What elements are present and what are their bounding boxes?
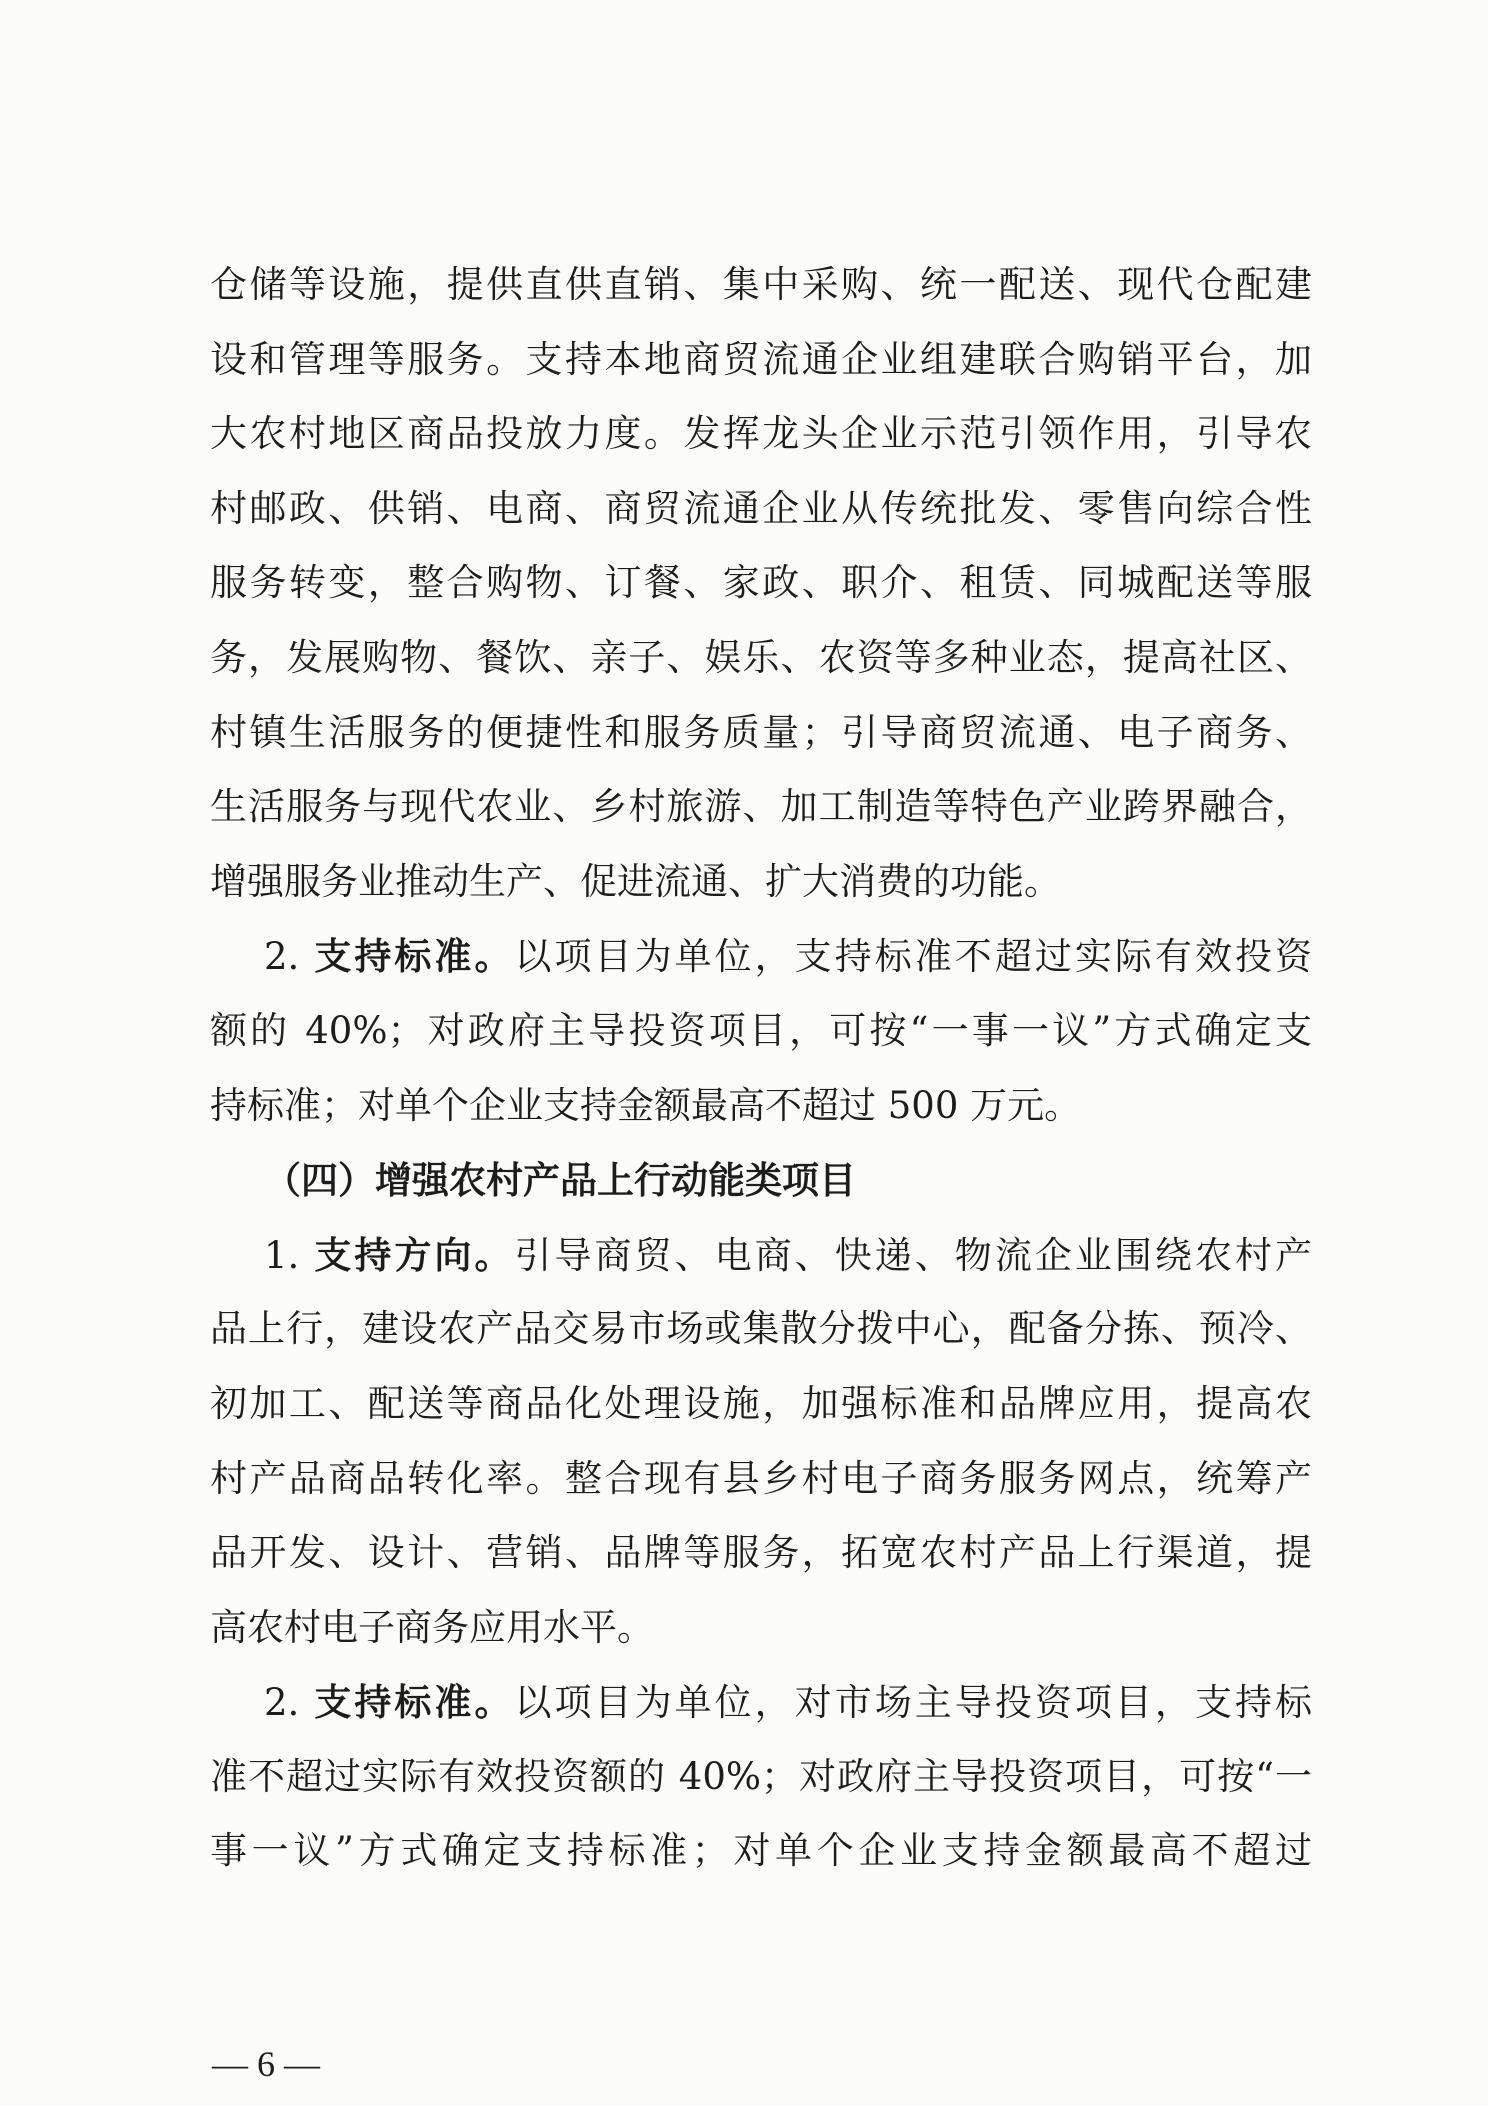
page-number: — 6 — xyxy=(212,2044,320,2084)
support-standard-first-line xyxy=(210,1665,1312,1740)
support-direction-first-line xyxy=(210,1218,1312,1293)
item-text: 以项目为单位，支持标准不超过实际有效投资 xyxy=(514,935,1313,979)
body-line: 村镇生活服务的便捷性和服务质量；引导商贸流通、电子商务、 xyxy=(210,710,1312,754)
body-line: 设和管理等服务。支持本地商贸流通企业组建联合购销平台，加 xyxy=(210,337,1312,381)
body-line: 事一议”方式确定支持标准；对单个企业支持金额最高不超过 xyxy=(210,1829,1312,1873)
item-number: 2. xyxy=(264,935,300,979)
body-line: 仓储等设施，提供直供直销、集中采购、统一配送、现代仓配建 xyxy=(210,263,1312,306)
support-standard-first-line xyxy=(210,919,1312,994)
body-line: 额的 40%；对政府主导投资项目，可按“一事一议”方式确定支 xyxy=(210,1008,1312,1052)
body-line: 大农村地区商品投放力度。发挥龙头企业示范引领作用，引导农 xyxy=(210,412,1312,456)
body-line: 增强服务业推动生产、促进流通、扩大消费的功能。 xyxy=(210,859,1061,903)
item-text: 引导商贸、电商、快递、物流企业围绕农村产 xyxy=(514,1233,1313,1277)
body-line: 生活服务与现代农业、乡村旅游、加工制造等特色产业跨界融合， xyxy=(210,785,1312,829)
body-line: 初加工、配送等商品化处理设施，加强标准和品牌应用，提高农 xyxy=(210,1381,1312,1425)
body-line: 品上行，建设农产品交易市场或集散分拨中心，配备分拣、预冷、 xyxy=(210,1307,1312,1351)
section-heading: （四）增强农村产品上行动能类项目 xyxy=(264,1158,856,1203)
body-line: 服务转变，整合购物、订餐、家政、职介、租赁、同城配送等服 xyxy=(210,561,1312,605)
item-number: 2. xyxy=(264,1681,300,1725)
body-line: 持标准；对单个企业支持金额最高不超过 500 万元。 xyxy=(210,1083,1082,1127)
item-label: 支持标准。 xyxy=(311,934,515,979)
document-body xyxy=(210,248,1312,1889)
item-text: 以项目为单位，对市场主导投资项目，支持标 xyxy=(514,1681,1313,1725)
body-line: 品开发、设计、营销、品牌等服务，拓宽农村产品上行渠道，提 xyxy=(210,1531,1312,1575)
body-line: 村邮政、供销、电商、商贸流通企业从传统批发、零售向综合性 xyxy=(210,486,1312,530)
body-line: 务，发展购物、餐饮、亲子、娱乐、农资等多种业态，提高社区、 xyxy=(210,635,1312,679)
item-label: 支持标准。 xyxy=(311,1680,515,1725)
item-label: 支持方向。 xyxy=(311,1232,515,1277)
body-line: 准不超过实际有效投资额的 40%；对政府主导投资项目，可按“一 xyxy=(210,1754,1312,1798)
item-number: 1. xyxy=(264,1233,300,1277)
body-line: 村产品商品转化率。整合现有县乡村电子商务服务网点，统筹产 xyxy=(210,1456,1312,1500)
body-line: 高农村电子商务应用水平。 xyxy=(210,1605,654,1649)
